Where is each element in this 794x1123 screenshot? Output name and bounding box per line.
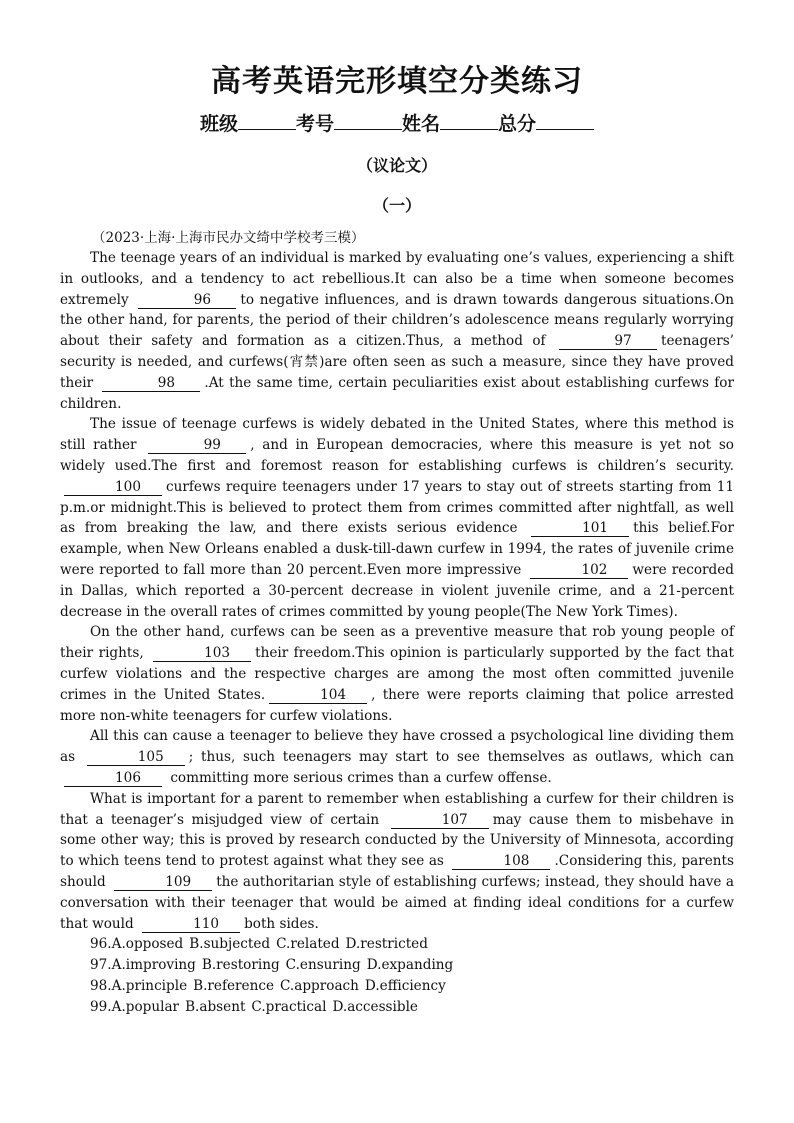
question-options	[60, 934, 734, 1017]
answer-option[interactable]: A.improving	[111, 957, 196, 974]
passage-text: ; thus, such teenagers may start to see themselves as outlaws, which can	[188, 749, 734, 766]
answer-option[interactable]: B.reference	[193, 977, 275, 994]
blank-103[interactable]: 103	[153, 646, 251, 662]
passage-paragraph	[60, 726, 734, 788]
answer-option[interactable]: A.principle	[111, 977, 188, 994]
question-number: 96.	[90, 936, 112, 953]
passage-text: .Considering this, parents should	[60, 853, 734, 890]
answer-option[interactable]: C.related	[276, 936, 340, 953]
blank-97[interactable]: 97	[559, 334, 657, 350]
blank-101[interactable]: 101	[531, 521, 629, 537]
passage-text: What is important for a parent to remember when establishing a curfew for their children is that a teenager’s misjudged view of certain	[60, 790, 734, 828]
blank-104[interactable]: 104	[269, 688, 367, 704]
passage-text: , and in European democracies, where this measure is yet not so widely used.The first and foremost reason for establishing curfews is children’s security.	[60, 437, 734, 474]
passage-text: were recorded in Dallas, which reported a 30-percent decrease in violent juvenile crime, and a 21-percent decrease in the overall rates of crimes committed by young people(The New York Times).	[60, 561, 734, 620]
info-blank[interactable]	[238, 109, 296, 130]
question-number: 97.	[90, 957, 112, 974]
info-blank[interactable]	[440, 109, 498, 130]
source-line: （2023·上海·上海市民办文绮中学校考三模）	[92, 230, 365, 246]
page-title: 高考英语完形填空分类练习	[211, 64, 583, 99]
passage-paragraph	[60, 622, 734, 726]
passage-text: this belief.For example, when New Orleans enabled a dusk-till-dawn curfew in 1994, the rates of juvenile crime were reported to fall more than 20 percent.Even more impressive	[60, 520, 734, 578]
passage-text: teenagers’ security is needed, and curfews(宵禁)are often seen as such a measure, since they have proved their	[60, 333, 734, 391]
passage-paragraph	[60, 789, 734, 935]
blank-99[interactable]: 99	[148, 438, 246, 454]
answer-option[interactable]: C.approach	[280, 977, 359, 994]
blank-98[interactable]: 98	[102, 376, 200, 392]
answer-option[interactable]: A.popular	[111, 998, 180, 1015]
blank-106[interactable]: 106	[64, 771, 162, 787]
info-label: 考号	[295, 113, 334, 135]
question-number: 98.	[90, 977, 112, 994]
student-info-line	[60, 108, 734, 140]
info-label: 班级	[199, 113, 238, 135]
info-blank[interactable]	[334, 109, 402, 130]
passage-text: The issue of teenage curfews is widely debated in the United States, where this method is still rather	[60, 416, 734, 454]
answer-option[interactable]: B.absent	[185, 998, 246, 1015]
passage-paragraph	[60, 248, 734, 414]
passage-text: the authoritarian style of establishing curfews; instead, they should have a conversation with their teenager that would be aimed at finding ideal conditions for a curfew that would	[60, 873, 734, 932]
info-blank[interactable]	[536, 109, 594, 130]
passage-text: , there were reports claiming that police arrested more non-white teenagers for curfew violations.	[60, 686, 734, 724]
section-number: （一）	[372, 196, 421, 215]
passage-text: both sides.	[244, 915, 319, 932]
blank-107[interactable]: 107	[391, 813, 489, 829]
answer-option[interactable]: D.expanding	[366, 957, 454, 974]
answer-option[interactable]: B.subjected	[189, 936, 271, 953]
passage-text: may cause them to misbehave in some other way; this is proved by research conducted by the University of Minnesota, according to which teens tend to protest against what they see as	[60, 811, 734, 870]
blank-109[interactable]: 109	[114, 875, 212, 891]
passage-text: to negative influences, and is drawn towards dangerous situations.On the other hand, for parents, the period of their children’s adolescence means regularly worrying about their safety and formation as a citizen.Thus, a method of	[60, 291, 734, 350]
passage-text: their freedom.This opinion is particularly supported by the fact that curfew violations and the respective charges are among the most often committed juvenile crimes in the United States.	[60, 645, 734, 703]
question-row	[90, 934, 734, 955]
passage-text: curfews require teenagers under 17 years to stay out of streets starting from 11 p.m.or midnight.This is believed to protect them from crimes committed after nightfall, as well as from breaking the law, and there exists serious evidence	[60, 478, 734, 537]
answer-option[interactable]: C.ensuring	[285, 957, 361, 974]
passage-paragraph	[60, 414, 734, 622]
passage-text: All this can cause a teenager to believe they have crossed a psychological line dividing them as	[60, 728, 734, 766]
passage-text: committing more serious crimes than a curfew offense.	[166, 769, 552, 786]
answer-option[interactable]: D.efficiency	[364, 977, 446, 994]
question-row	[90, 955, 734, 976]
answer-option[interactable]: B.restoring	[201, 957, 280, 974]
answer-option[interactable]: D.accessible	[332, 998, 418, 1015]
genre-label: （议论文）	[356, 156, 437, 175]
question-number: 99.	[90, 998, 112, 1015]
passage-text: The teenage years of an individual is marked by evaluating one’s values, experiencing a shift in outlooks, and a tendency to act rebellious.It can also be a time when someone becomes extremely	[60, 250, 734, 308]
blank-105[interactable]: 105	[87, 750, 185, 766]
blank-100[interactable]: 100	[64, 480, 162, 496]
cloze-passage	[60, 248, 734, 934]
answer-option[interactable]: C.practical	[251, 998, 327, 1015]
passage-text: On the other hand, curfews can be seen as a preventive measure that rob young people of their rights,	[60, 624, 734, 662]
answer-option[interactable]: D.restricted	[345, 936, 428, 953]
blank-102[interactable]: 102	[530, 563, 628, 579]
info-label: 姓名	[402, 113, 441, 135]
question-row	[90, 976, 734, 997]
blank-110[interactable]: 110	[142, 917, 240, 933]
passage-text: .At the same time, certain peculiarities exist about establishing curfews for children.	[60, 374, 734, 412]
info-label: 总分	[498, 113, 537, 135]
question-row	[90, 997, 734, 1018]
blank-108[interactable]: 108	[452, 854, 550, 870]
answer-option[interactable]: A.opposed	[111, 936, 184, 953]
blank-96[interactable]: 96	[138, 293, 236, 309]
